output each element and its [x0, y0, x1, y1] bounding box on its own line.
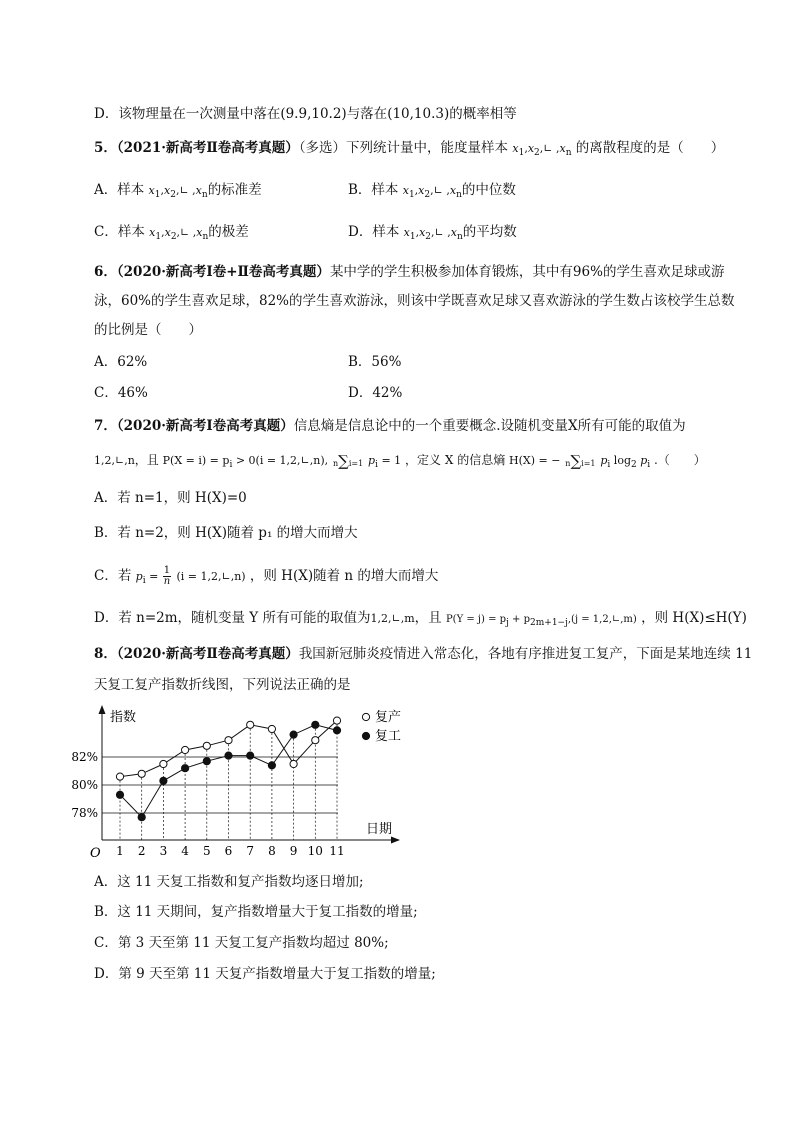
x-tick-label: 5 — [202, 844, 211, 858]
q6-option-d[interactable]: D．42% — [348, 385, 403, 401]
data-point — [247, 721, 254, 728]
data-point — [182, 746, 189, 753]
q5-option-c[interactable]: C．样本 $x_1,x_2,∟$ $,x_n$的极差 — [94, 224, 249, 242]
x-tick-label: 11 — [329, 844, 345, 858]
q7-option-a[interactable]: A．若 n=1，则 H(X)=0 — [94, 490, 247, 506]
fraction-1-over-n: $\frac{1}{n}$ — [163, 565, 171, 587]
sample-vars: $x_1,x_2,∟$ $,x_n$ — [512, 142, 572, 158]
question-7-stem-line1: 7．（2020·新高考Ⅰ卷高考真题）信息熵是信息论中的一个重要概念.设随机变量X所有可能的取值为 — [94, 418, 686, 434]
y-tick-label: 80% — [71, 778, 98, 792]
q6-option-c[interactable]: C．46% — [94, 385, 148, 401]
q8-option-a[interactable]: A．这 11 天复工指数和复产指数均逐日增加; — [94, 874, 364, 890]
x-tick-label: 8 — [268, 844, 276, 858]
q8-option-d[interactable]: D．第 9 天至第 11 天复产指数增量大于复工指数的增量; — [94, 966, 436, 982]
data-point — [138, 770, 145, 777]
legend-label: 复工 — [375, 729, 402, 744]
q6-option-b[interactable]: B．56% — [348, 354, 402, 370]
x-tick-label: 10 — [307, 844, 323, 858]
sum-symbol-2: n∑i=1 — [565, 451, 596, 470]
sum-symbol: n∑i=1 — [332, 451, 364, 470]
legend-marker-open — [362, 713, 369, 720]
data-point — [333, 727, 340, 734]
data-point — [312, 721, 319, 728]
index-line-chart — [71, 703, 422, 863]
q8-option-b[interactable]: B．这 11 天期间，复产指数增量大于复工指数的增量; — [94, 904, 418, 920]
data-point — [160, 760, 167, 767]
x-tick-label: 7 — [246, 844, 255, 858]
x-axis-arrow — [391, 837, 400, 844]
q7-option-d[interactable]: D．若 n=2m，随机变量 Y 所有可能的取值为1,2,∟,m，且 $P(Y = j) = p_j + p_{2m+1-j},(j$ = 1,2,∟,m) ，则 H(X)≤H(Y) — [94, 610, 747, 628]
question-5-stem: 5．（2021·新高考Ⅱ卷高考真题）（多选）下列统计量中，能度量样本 $x_1,x_2,∟$ $,x_n$ 的离散程度的是（ ） — [94, 140, 725, 158]
data-point — [290, 760, 297, 767]
question-6-stem-line3: 的比例是（ ） — [94, 322, 202, 338]
data-point — [203, 758, 210, 765]
x-axis-label: 日期 — [366, 822, 393, 837]
y-axis-label: 指数 — [110, 710, 137, 725]
x-tick-label: 3 — [159, 844, 168, 858]
legend-label: 复产 — [375, 710, 402, 725]
y-axis-arrow — [99, 705, 106, 714]
legend-marker-filled — [362, 732, 369, 739]
data-point — [268, 762, 275, 769]
x-tick-label: 4 — [181, 844, 189, 858]
question-6-stem-line2: 泳，60%的学生喜欢足球，82%的学生喜欢游泳，则该中学既喜欢足球又喜欢游泳的学生数占该校学生总数 — [94, 293, 735, 309]
origin-label: O — [90, 846, 101, 861]
data-point — [290, 731, 297, 738]
question-7-stem-line2: 1,2,∟,n，且 $P(X = i) = p_i > 0(i$ = 1,2,∟,n), n∑i=1 $p_i = 1$ ，定义 X 的信息熵 H(X) = − n∑i=1 $p_i$ $\log_2 p_i$ .（ ） — [94, 451, 706, 470]
x-tick-label: 9 — [289, 844, 298, 858]
q5-option-b[interactable]: B．样本 $x_1,x_2,∟$ $,x_n$的中位数 — [348, 182, 516, 200]
chart-axes — [71, 705, 400, 861]
data-point — [312, 737, 319, 744]
q6-option-a[interactable]: A．62% — [94, 354, 148, 370]
q5-option-a[interactable]: A．样本 $x_1,x_2,∟$ $,x_n$的标准差 — [94, 182, 262, 200]
data-point — [268, 725, 275, 732]
data-point — [182, 765, 189, 772]
question-6-stem-line1: 6．（2020·新高考Ⅰ卷+Ⅱ卷高考真题）某中学的学生积极参加体育锻炼，其中有96%的学生喜欢足球或游 — [94, 264, 725, 280]
question-8-stem-line2: 天复工复产指数折线图，下列说法正确的是 — [94, 677, 351, 693]
data-point — [247, 752, 254, 759]
data-point — [225, 737, 232, 744]
question-8-stem-line1: 8．（2020·新高考Ⅱ卷高考真题）我国新冠肺炎疫情进入常态化，各地有序推进复工复产，下面是某地连续 11 — [94, 646, 753, 662]
data-point — [203, 742, 210, 749]
q5-option-d[interactable]: D．样本 $x_1,x_2,∟$ $,x_n$的平均数 — [348, 224, 517, 242]
x-tick-label: 1 — [116, 844, 124, 858]
x-tick-label: 6 — [224, 844, 233, 858]
prev-option-d: D．该物理量在一次测量中落在(9.9,10.2)与落在(10,10.3)的概率相等 — [94, 106, 517, 122]
data-point — [160, 777, 167, 784]
data-point — [116, 791, 123, 798]
q7-option-b[interactable]: B．若 n=2，则 H(X)随着 p₁ 的增大而增大 — [94, 525, 358, 541]
data-point — [333, 717, 340, 724]
data-point — [116, 773, 123, 780]
data-point — [138, 814, 145, 821]
data-point — [225, 752, 232, 759]
y-tick-label: 82% — [71, 750, 98, 764]
q8-option-c[interactable]: C．第 3 天至第 11 天复工复产指数均超过 80%; — [94, 935, 389, 951]
y-tick-label: 78% — [71, 806, 98, 820]
chart-marks — [116, 709, 401, 821]
x-tick-label: 2 — [137, 844, 146, 858]
q7-option-c[interactable]: C．若 $p_i$ = $\frac{1}{n}$ (i = 1,2,∟,n) ，则 H(X)随着 n 的增大而增大 — [94, 565, 439, 587]
